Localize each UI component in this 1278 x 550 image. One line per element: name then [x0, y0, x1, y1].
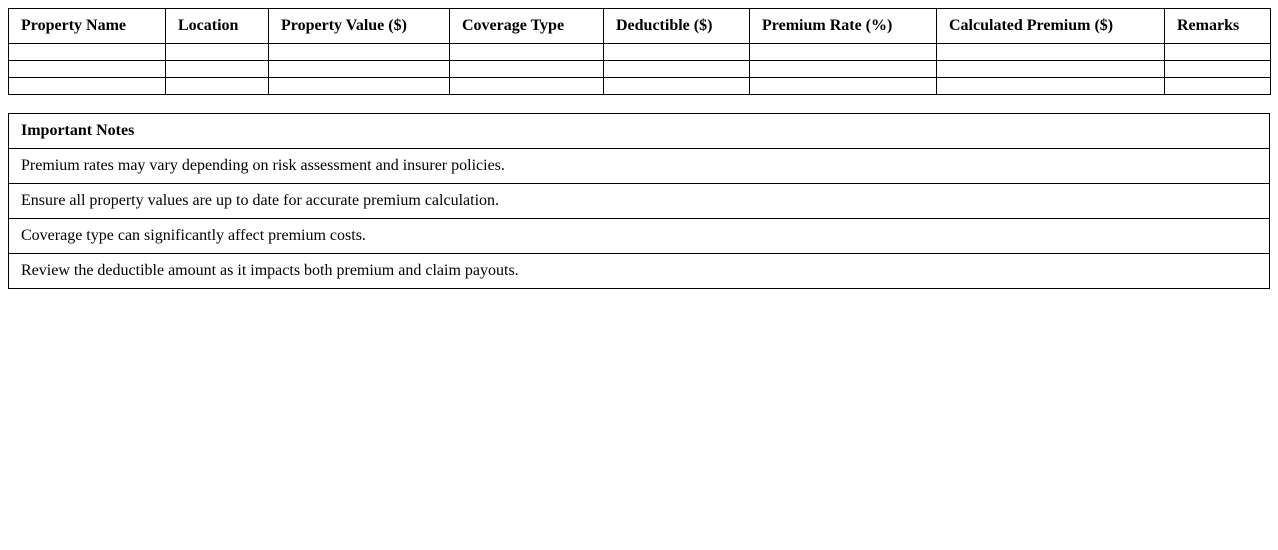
notes-title: Important Notes	[9, 114, 1270, 149]
table-row	[9, 61, 1271, 78]
table-body	[9, 44, 1271, 95]
column-header-remarks: Remarks	[1165, 9, 1271, 44]
table-cell[interactable]	[750, 44, 937, 61]
column-header-property-name: Property Name	[9, 9, 166, 44]
notes-body	[9, 149, 1270, 289]
table-cell[interactable]	[450, 61, 604, 78]
table-cell[interactable]	[750, 78, 937, 95]
table-cell[interactable]	[9, 44, 166, 61]
table-cell[interactable]	[937, 61, 1165, 78]
note-row	[9, 184, 1270, 219]
table-row	[9, 44, 1271, 61]
table-cell[interactable]	[1165, 78, 1271, 95]
column-header-coverage-type: Coverage Type	[450, 9, 604, 44]
note-item: Coverage type can significantly affect premium costs.	[9, 219, 1270, 254]
notes-header	[9, 114, 1270, 149]
table-cell[interactable]	[937, 44, 1165, 61]
note-item: Review the deductible amount as it impacts both premium and claim payouts.	[9, 254, 1270, 289]
note-row	[9, 219, 1270, 254]
table-cell[interactable]	[750, 61, 937, 78]
table-cell[interactable]	[604, 78, 750, 95]
table-cell[interactable]	[166, 61, 269, 78]
table-cell[interactable]	[9, 61, 166, 78]
table-cell[interactable]	[604, 44, 750, 61]
table-cell[interactable]	[9, 78, 166, 95]
note-row	[9, 254, 1270, 289]
note-row	[9, 149, 1270, 184]
column-header-deductible: Deductible ($)	[604, 9, 750, 44]
header-row	[9, 9, 1271, 44]
note-item: Premium rates may vary depending on risk assessment and insurer policies.	[9, 149, 1270, 184]
table-row	[9, 78, 1271, 95]
table-cell[interactable]	[1165, 44, 1271, 61]
table-cell[interactable]	[166, 44, 269, 61]
note-item: Ensure all property values are up to date for accurate premium calculation.	[9, 184, 1270, 219]
table-cell[interactable]	[1165, 61, 1271, 78]
table-cell[interactable]	[450, 78, 604, 95]
table-cell[interactable]	[269, 61, 450, 78]
notes-header-row	[9, 114, 1270, 149]
table-cell[interactable]	[166, 78, 269, 95]
column-header-property-value: Property Value ($)	[269, 9, 450, 44]
table-cell[interactable]	[269, 78, 450, 95]
table-cell[interactable]	[269, 44, 450, 61]
column-header-location: Location	[166, 9, 269, 44]
table-cell[interactable]	[937, 78, 1165, 95]
important-notes-table	[8, 113, 1270, 289]
table-header	[9, 9, 1271, 44]
premium-calculation-table	[8, 8, 1271, 95]
column-header-premium-rate: Premium Rate (%)	[750, 9, 937, 44]
table-cell[interactable]	[604, 61, 750, 78]
column-header-calculated-premium: Calculated Premium ($)	[937, 9, 1165, 44]
table-cell[interactable]	[450, 44, 604, 61]
